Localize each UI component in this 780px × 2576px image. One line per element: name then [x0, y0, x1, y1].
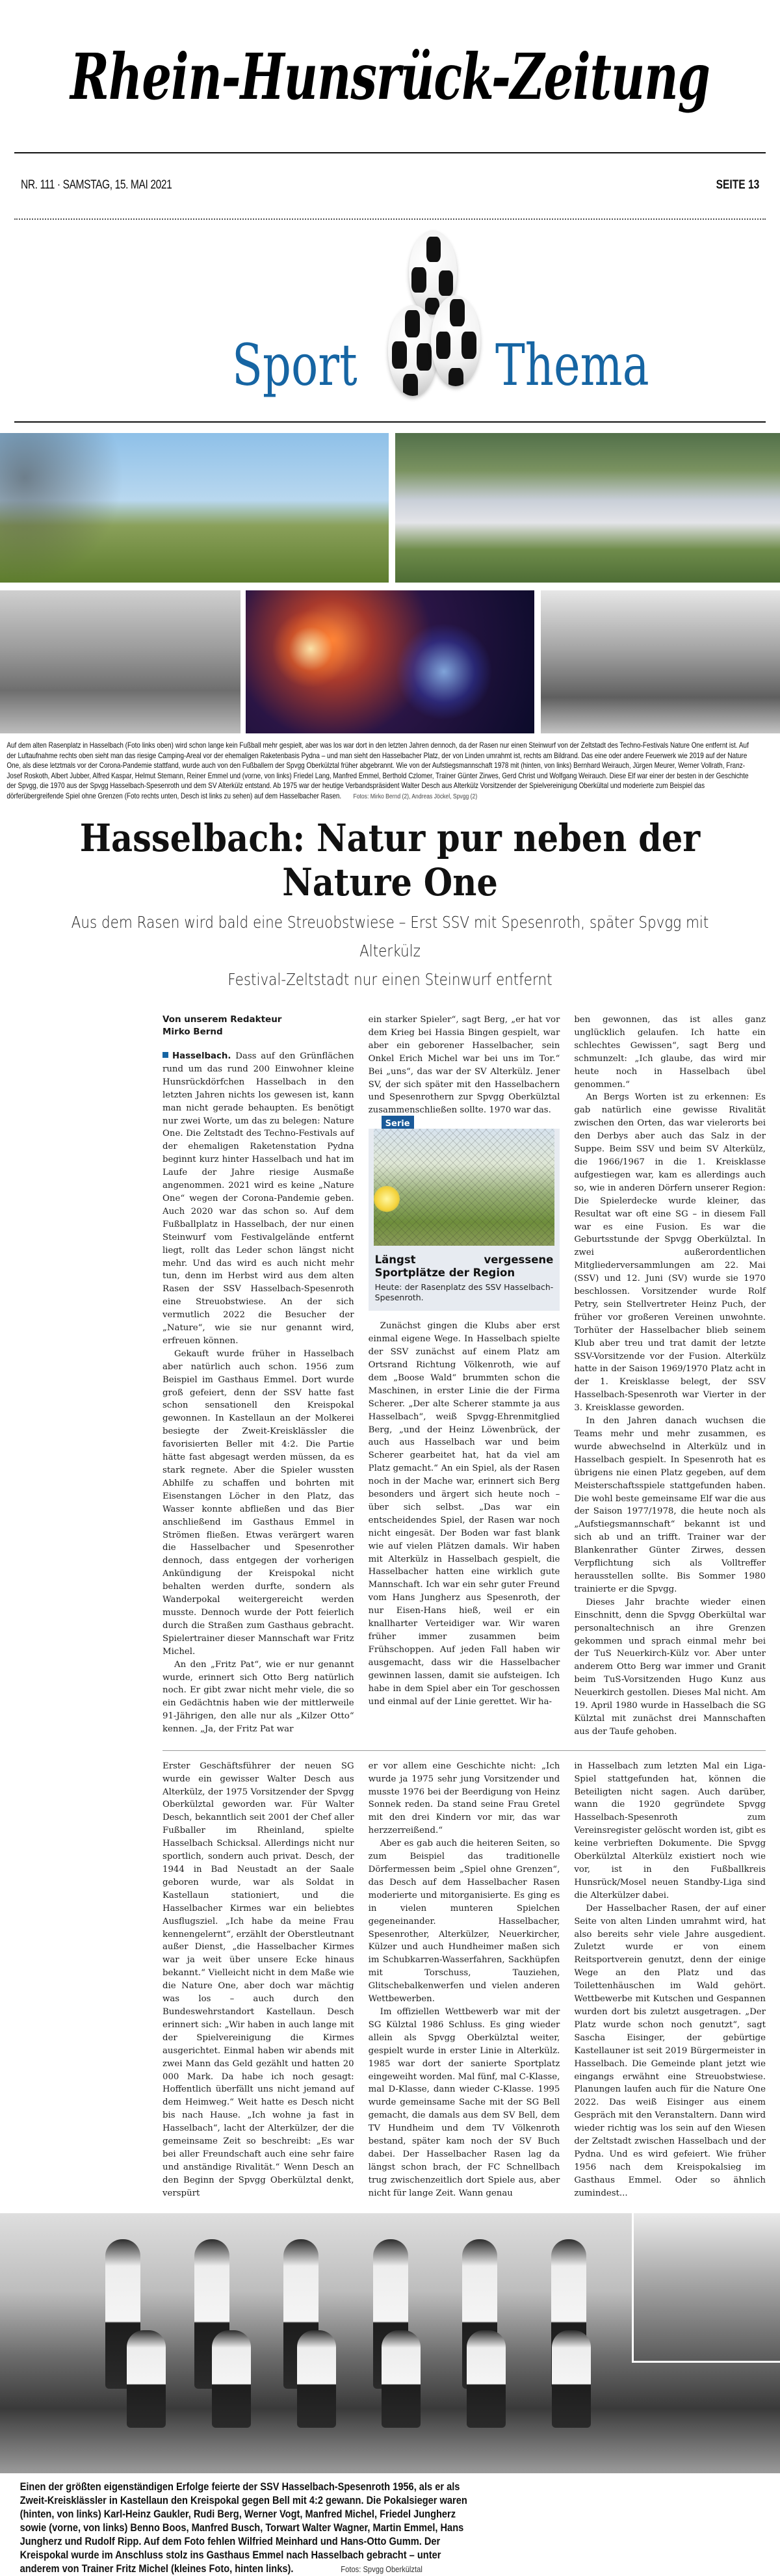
paragraph: Erster Geschäftsführer der neuen SG wurde ein gewisser Walter Desch aus Alterkülz, der 1975 Vorsitzender der Spvgg Oberkülztal geworden war. Für Walter Desch, bekanntlich seit 2001 der Chef aller Fußballer im Rheinland, spielte Hasselbach Schicksal. Allerdings nicht nur sportlich, sondern auch privat. Desch, der 1944 in Bad Neustadt an der Saale geboren wurde, war als Soldat in Kastellaun stationiert, und die Hasselbacher Kirmes war ein beliebtes Ausflugsziel. „Ich habe da meine Frau kennengelernt“, erzählt der Oberstleutnant außer Dienst, „die Hasselbacher Kirmes war ja weit über unsere Ecke hinaus bekannt.“ Vielleicht nicht in dem Maße wie die Nature One, aber doch war mächtig was los – auch durch den Bundeswehrstandort Kastellaun. Desch erinnert sich: „Wir haben in auch lange mit der Spielvereinigung die Kirmes ausgerichtet. Einmal haben wir abends mit zwei Mann das Geld gezählt und hatten 20 000 Mark. Da habe ich noch gesagt: Hoffentlich überfällt uns nicht jemand auf dem Heimweg.“ Weit hatte es Desch nicht bis nach Hause. „Ich wohne ja fast in Hasselbach“, lacht der Alterkülzer, der die gemeinsame Zeit so beschreibt: „Es war bei aller Freundschaft auch eine sehr faire und anständige Rivalität.“ Wenn Desch an den Beginn der Spvgg Oberkülztal denkt, verspürt — [162, 1761, 354, 2198]
bottom-caption-text: Einen der größten eigenständigen Erfolge feierte der SSV Hasselbach-Spesenroth 1956, als er als Zweit-Kreisklässler in Kastellaun den Kreispokal gegen Bell mit 4:2 gewann. Die Pokalsieger waren (hinten, von links) Karl-Heinz Gaukler, Rudi Berg, Werner Vogt, Manfred Michel, Friedel Jungherz sowie (vorne, von links) Benno Boos, Manfred Busch, Torwart Walter Wagner, Martin Emmel, Hans Jungherz und Rudolf Ripp. Auf dem Foto fehlen Wilfried Meinhard und Hans-Otto Gumm. Der Kreispokal wurde im Anschluss stolz ins Gasthaus Emmel nach Hasselbach gebracht – unter anderem von Trainer Fritz Michel (kleines Foto, hinten links). — [20, 2480, 467, 2575]
section-title-thema: Thema — [495, 332, 649, 399]
paragraph: Aber es gab auch die heiteren Seiten, so zum Beispiel das traditionelle Dörfermessen beim „Spiel ohne Grenzen“, das Desch auf dem Hasselbacher Rasen moderierte und mitorganisierte. Es ging es in vielen munteren Spielchen gegeneinander. Hasselbacher, Spesenrother, Alterkülzer, Neuerkircher, Külzer und auch Hundheimer maßen sich im Schubkarren-Wasserfahren, Sackhüpfen mit Torschuss, Tauziehen, Glitschebalkenwerfen und vielen anderen Wettbewerben. — [368, 1839, 560, 2004]
soccer-ball-icon — [388, 305, 437, 396]
page-number: SEITE 13 — [716, 178, 759, 192]
series-photo-goal-net — [374, 1129, 555, 1246]
article-body — [14, 1014, 766, 2200]
article-column-1 — [162, 1014, 354, 1739]
series-title: Längst vergessene Sportplätze der Region — [374, 1254, 554, 1280]
deck-line-1: Aus dem Rasen wird bald eine Streuobstwiese – Erst SSV mit Spesenroth, später Spvgg mit Alterkülz — [71, 913, 709, 960]
masthead — [14, 0, 766, 153]
bottom-photo-caption — [14, 2480, 478, 2576]
newspaper-title: Rhein-Hunsrück-Zeitung — [70, 38, 710, 114]
top-caption-text: Auf dem alten Rasenplatz in Hasselbach (Foto links oben) wird schon lange kein Fußball mehr gespielt, aber was los war dort in den letzten Jahren dennoch, da der Rasen nur einen Steinwurf von der Zeltstadt des Techno-Festivals Nature One entfernt ist. Auf der Luftaufnahme rechts oben sieht man das riesige Camping-Areal vor der ehemaligen Raketenbasis Pydna – und man sieht den Hasselbacher Platz, der von Linden umrahmt ist, rechts am Bildrand. Das eine oder andere Feuerwerk wie 2019 auf der Nature One, als diese letztmals vor der Corona-Pandemie stattfand, wurde auch von den Fußballern der Spvgg Oberkülztal früher abgebrannt. Wie von der Aufstiegsmannschaft 1978 mit (hinten, von links) Bernhard Weirauch, Jürgen Meurer, Werner Vollrath, Franz-Josef Roskoth, Albert Jubber, Alfred Kaspar, Helmut Stemann, Reiner Emmel und (vorne, von links) Friedel Lang, Manfred Emmel, Berthold Czlomer, Trainer Günter Zirwes, Gerd Christ und Wolfgang Weirauch. Diese Elf war einer der besten in der Geschichte der Spvgg, die 1970 aus der Spvgg Hasselbach-Spesenroth und dem SV Alterkülz entstand. Ab 1975 war der heutige Verbandspräsident Walter Desch aus Alterkülz Vorsitzender der Spielvereinigung Oberkültal und moderierte zum Beispiel das dörferübergreifende Spiel ohne Grenzen (Foto rechts unten, Desch ist links zu sehen) auf dem Hasselbacher Rasen. — [6, 741, 749, 800]
article-column-5 — [369, 1760, 560, 2200]
deck-line-2: Festival-Zeltstadt nur einen Steinwurf entfernt — [228, 970, 552, 989]
bottom-photo — [14, 2213, 766, 2473]
paragraph: ben gewonnen, das ist alles ganz unglücklich gelaufen. Ich hatte ein schlechtes Gewissen“, sagt Berg und schmunzelt: „Ich glaube, das wird mir heute noch in Hasselbach übel genommen.“ — [574, 1015, 766, 1090]
paragraph: Der Hasselbacher Rasen, der auf einer Seite von alten Linden umrahmt wird, hat also bereits sehr viele Jahre ausgedient. Zuletzt wurde er von einem Reitsportverein genutzt, denn der einige Wege an den Platz und das Toilettenhäuschen im Wald gehört. Wettbewerbe mit Kutschen und Gespannen wurden dort bis zuletzt ausgetragen. „Der Platz wurde schon noch genutzt“, sagt Sascha Eisinger, der gebürtige Kastellauner ist seit 2019 Bürgermeister in Hasselbach. Die Gemeinde plant jetzt wie eingangs erwähnt eine Streuobstwiese. Planungen laufen auch für die Nature One 2022. Das weiß Eisinger aus einem Gespräch mit den Veranstaltern. Dann wird wieder richtig was los sein auf den Wiesen der Zeltstadt zwischen Hasselbach und der Pydna. Und es wird gefeiert. Wie früher 1956 nach dem Kreispokalsieg im Gasthaus Emmel. Oder so ähnlich zumindest... — [574, 1903, 766, 2198]
paragraph: er vor allem eine Geschichte nicht: „Ich wurde ja 1975 sehr jung Vorsitzender und musste 1976 bei der Beerdigung von Heinz Sonnek reden. Da stand seine Frau Gretel mit den drei Kindern vor mir, das war herzzerreißend.“ — [368, 1761, 560, 1836]
column-divider — [162, 1750, 766, 1751]
article-column-4 — [162, 1760, 354, 2200]
issue-date: NR. 111 · SAMSTAG, 15. MAI 2021 — [21, 178, 172, 192]
paragraph: In den Jahren danach wuchsen die Teams mehr und mehr zusammen, es wurde abwechselnd in Alterkülz und in Hasselbach gespielt. In Spesenroth hat es übrigens nie einen Platz gegeben, auf dem Meisterschaftsspiele stattgefunden haben. Die wohl beste gemeinsame Elf war die aus der Saison 1977/1978, die heute noch als „Aufstiegsmannschaft“ bekannt ist und sich ab und an trifft. Trainer war der Blankenrather Günter Zirwes, dessen Verpflichtung sich als Volltreffer herausstellen sollte. Bis Sommer 1980 trainierte er die Spvgg. — [574, 1416, 766, 1594]
photo-collage — [14, 423, 766, 744]
paragraph: Zunächst gingen die Klubs aber erst einmal eigene Wege. In Hasselbach spielte der SSV zunächst auf einem Platz am Ortsrand Richtung Völkenroth, wie auf dem „Boose Wald“ brummten schon die Maschinen, in erster Linie die der Firma Scherer. „Der alte Scherer stammte ja aus Hasselbach“, weiß Spvgg-Ehrenmitglied Berg, „und der Heinz Löwenbrück, der auch aus Hasselbach war und beim Scherer gearbeitet hat, hat da viel am Platz gemacht.“ An ein Spiel, als der Rasen noch in der Mache war, erinnert sich Berg besonders und ärgert sich heute noch – über sich selbst. „Das war ein entscheidendes Spiel, der Rasen war noch nicht eingesät. Der Boden war fast blank wie auf vielen Plätzen damals. Wir haben mit Alterkülz in Hasselbach gespielt, die Hasselbacher hatten eine wirklich gute Mannschaft. Ich war ein sehr guter Freund vom Hans Jungherz aus Spesenroth, der nur Eisen-Hans hieß, weil er ein knallharter Verteidiger war. Wir waren früher immer zusammen beim Frühschoppen. Auf jeden Fall haben wir ausgemacht, dass wir die Hasselbacher gewinnen lassen, damit sie aufsteigen. Ich habe in dem Spiel aber ein Tor geschossen und einmal auf der Linie gerettet. Wir ha- — [368, 1321, 560, 1707]
photo-team-1978 — [0, 590, 240, 733]
paragraph: in Hasselbach zum letzten Mal ein Liga-Spiel stattgefunden hat, können die Beteiligten nicht sagen. Auch darüber, wann die 1920 gegründete Spvgg Hasselbach-Spesenroth zum Vereinsregister gelöscht worden ist, gibt es keine verbrieften Dokumente. Die Spvgg Oberkülztal Alterkülz existiert noch wie vor, ist in den Fußballkreis Hunsrück/Mosel neuen Standby-Liga sind die Alterkülzer dabei. — [574, 1761, 766, 1900]
photo-old-sportsfield — [0, 433, 389, 583]
article-column-2 — [369, 1014, 560, 1739]
bottom-photo-credit: Fotos: Spvgg Oberkülztal — [341, 2564, 422, 2574]
photo-fireworks — [246, 590, 534, 733]
article-deck — [67, 908, 713, 994]
lead-marker-icon — [162, 1052, 168, 1058]
article-headline: Hasselbach: Natur pur neben der Nature One — [79, 816, 701, 904]
series-teaser-box — [369, 1119, 560, 1311]
paragraph: An den „Fritz Pat“, wie er nur genannt wurde, erinnert sich Otto Berg natürlich noch. Er gibt zwar nicht mehr viele, die so ein Gedächtnis haben wie der mittlerweile 91-Jährigen, den alle nur als „Kilzer Otto“ kennen. „Ja, der Fritz Pat war — [162, 1659, 354, 1735]
byline-author: Mirko Bernd — [162, 1027, 223, 1037]
section-header — [14, 234, 766, 423]
article-column-3 — [574, 1014, 766, 1739]
paragraph: An Bergs Worten ist zu erkennen: Es gab natürlich eine gewisse Rivalität zwischen den Orten, das war vielerorts bei den Derbys aber auch das Salz in der Suppe. Beim SSV und beim SV Alterkülz, die 1966/1967 in die 1. Kreisklasse aufgestiegen war, kam es allerdings auch so, wie in anderen Dörfern unserer Region: Die Spielerdecke wurde kleiner, das Resultat war oft eine SG – in diesem Fall war es eine Fusion. Es war die Geburtsstunde der Spvgg Oberkülztal. In zwei außerordentlichen Mitgliederversammlungen am 22. Mai (SSV) und 12. Juni (SV) wurde sie 1970 beschlossen. Vorsitzender wurde Rolf Petry, sein Stellvertreter Heinz Puch, der früher vor großeren Vereinen unwohnte. Torhüter der Hasselbacher blieb seinem Klub aber treu und trat damit der letzte SSV-Vorsitzende vor der Fusion. Alterkülz hatte in der Saison 1969/1970 Platz acht in der 1. Kreisklasse belegt, der SSV Hasselbach-Spesenroth war Vierter in der 3. Kreisklasse geworden. — [574, 1092, 766, 1413]
article-column-6 — [574, 1760, 766, 2200]
photo-team-1956 — [0, 2213, 780, 2473]
photo-inset-trophy — [632, 2213, 780, 2363]
paragraph: Dieses Jahr brachte wieder einen Einschnitt, denn die Spvgg Oberkültal war personaltechnisch an ihre Grenzen gekommen und sprach einmal mehr bei der TuS Neuerkirch-Külz vor. Aber unter anderem Otto Berg war immer und Granit beim TuS-Vorsitzenden Hugo Kunz aus Neuerkirch gestollen. Dieses Mal nicht. Am 19. April 1980 wurde in Hasselbach die SG Külztal mit zunächst drei Mannschaften aus der Taufe gehoben. — [574, 1597, 766, 1737]
byline — [162, 1014, 354, 1038]
series-tag: Serie — [382, 1116, 414, 1133]
dateline-city: Hasselbach. — [172, 1051, 231, 1061]
series-subtitle: Heute: der Rasenplatz des SSV Hasselbach-Spesenroth. — [374, 1282, 554, 1303]
paragraph: Gekauft wurde früher in Hasselbach aber natürlich auch schon. 1956 zum Beispiel im Gasthaus Emmel. Dort wurde groß gefeiert, denn der SSV hatte fast schon sensationell den Kreispokal gewonnen. In Kastellaun an der Molkerei besiegte der Zweit-Kreisklässler die favorisierten Beller mit 4:2. Die Partie hätte fast abgesagt werden müssen, da es stark regnete. Aber die Spieler wussten Abhilfe zu schaffen und bohrten mit Eisenstangen Löcher in den Platz, das Wasser konnte abfließen und das Bier anschließend im Gasthaus Emmel in Strömen fließen. Etwas verärgert waren die Hasselbacher und Spesenrother dennoch, dass entgegen der vorherigen Ankündigung der Kreispokal nicht behalten werden durfte, sondern als Wanderpokal weitergereicht werden musste. Dennoch wurde der Pott feierlich durch die Straßen zum Gasthaus gebracht. Spielertrainer dieser Mannschaft war Fritz Michel. — [162, 1348, 354, 1657]
paragraph: Im offiziellen Wettbewerb war mit der SG Külztal 1986 Schluss. Es ging wieder allein als Spvgg Oberkülztal weiter, gespielt wurde in erster Linie in Alterkülz. 1985 war dort der sanierte Sportplatz eingeweiht worden. Mal fünf, mal C-Klasse, mal D-Klasse, dann wieder C-Klasse. 1995 wurde gemeinsame Sache mit der SG Bell gemacht, die damals aus dem SV Bell, dem TV Hundheim und dem TV Völkenroth bestand, später kam noch der SV Buch dabei. Der Hasselbacher Rasen lag da längst schon brach, der FC Schnellbach trug zwischenzeitlich dort Spiele aus, aber nicht für lange Zeit. Wann genau — [368, 2006, 560, 2198]
soccer-balls-icon — [375, 191, 479, 412]
paragraph: Hasselbach. Dass auf den Grünflächen rund um das rund 200 Einwohner kleine Hunsrückdörfchen Hasselbach in den letzten Jahren nichts los gewesen ist, kann man nicht gerade behaupten. Es benötigt nur zwei Worte, um das zu belegen: Nature One. Die Zeltstadt des Techno-Festivals auf der ehemaligen Raketenstation Pydna beginnt kurz hinter Hasselbach und hat im Laufe der Jahre riesige Ausmaße angenommen. 2021 wird es keine „Nature One“ wegen der Corona-Pandemie geben. Auch 2020 war das schon so. Auf dem Fußballplatz in Hasselbach, der nur einen Steinwurf vom Festivalgelände entfernt liegt, rollt das Leder schon längst nicht mehr. Und das wird es auch nicht mehr tun, denn im Herbst wird aus dem alten Rasen der SSV Hasselbach-Spesenroth eine Streuobstwiese. An der sich vermutlich 2022 die Besucher der „Nature“, wie sie nur genannt wird, erfreuen können. — [162, 1051, 354, 1346]
photo-spiel-ohne-grenzen — [541, 590, 780, 733]
paragraph: ein starker Spieler“, sagt Berg, „er hat vor dem Krieg bei Hassia Bingen gespielt, war aber ein geborener Hasselbacher, sein Onkel Erich Michel war bei uns im Tor.“ Bei „uns“, das war der SV Alterkülz. Jener SV, der sich später mit den Hasselbachern und Spesenrothern zur Spvgg Oberkülztal zusammenschließen sollte. 1970 war das. — [368, 1015, 560, 1116]
section-title-sport: Sport — [232, 332, 358, 399]
top-photo-credit: Fotos: Mirko Bernd (2), Andreas Jöckel, Spvgg (2) — [353, 793, 478, 800]
top-photo-caption — [0, 741, 749, 802]
byline-role: Von unserem Redakteur — [162, 1014, 282, 1025]
photo-aerial-campsite — [395, 433, 780, 583]
soccer-ball-icon — [431, 295, 480, 386]
